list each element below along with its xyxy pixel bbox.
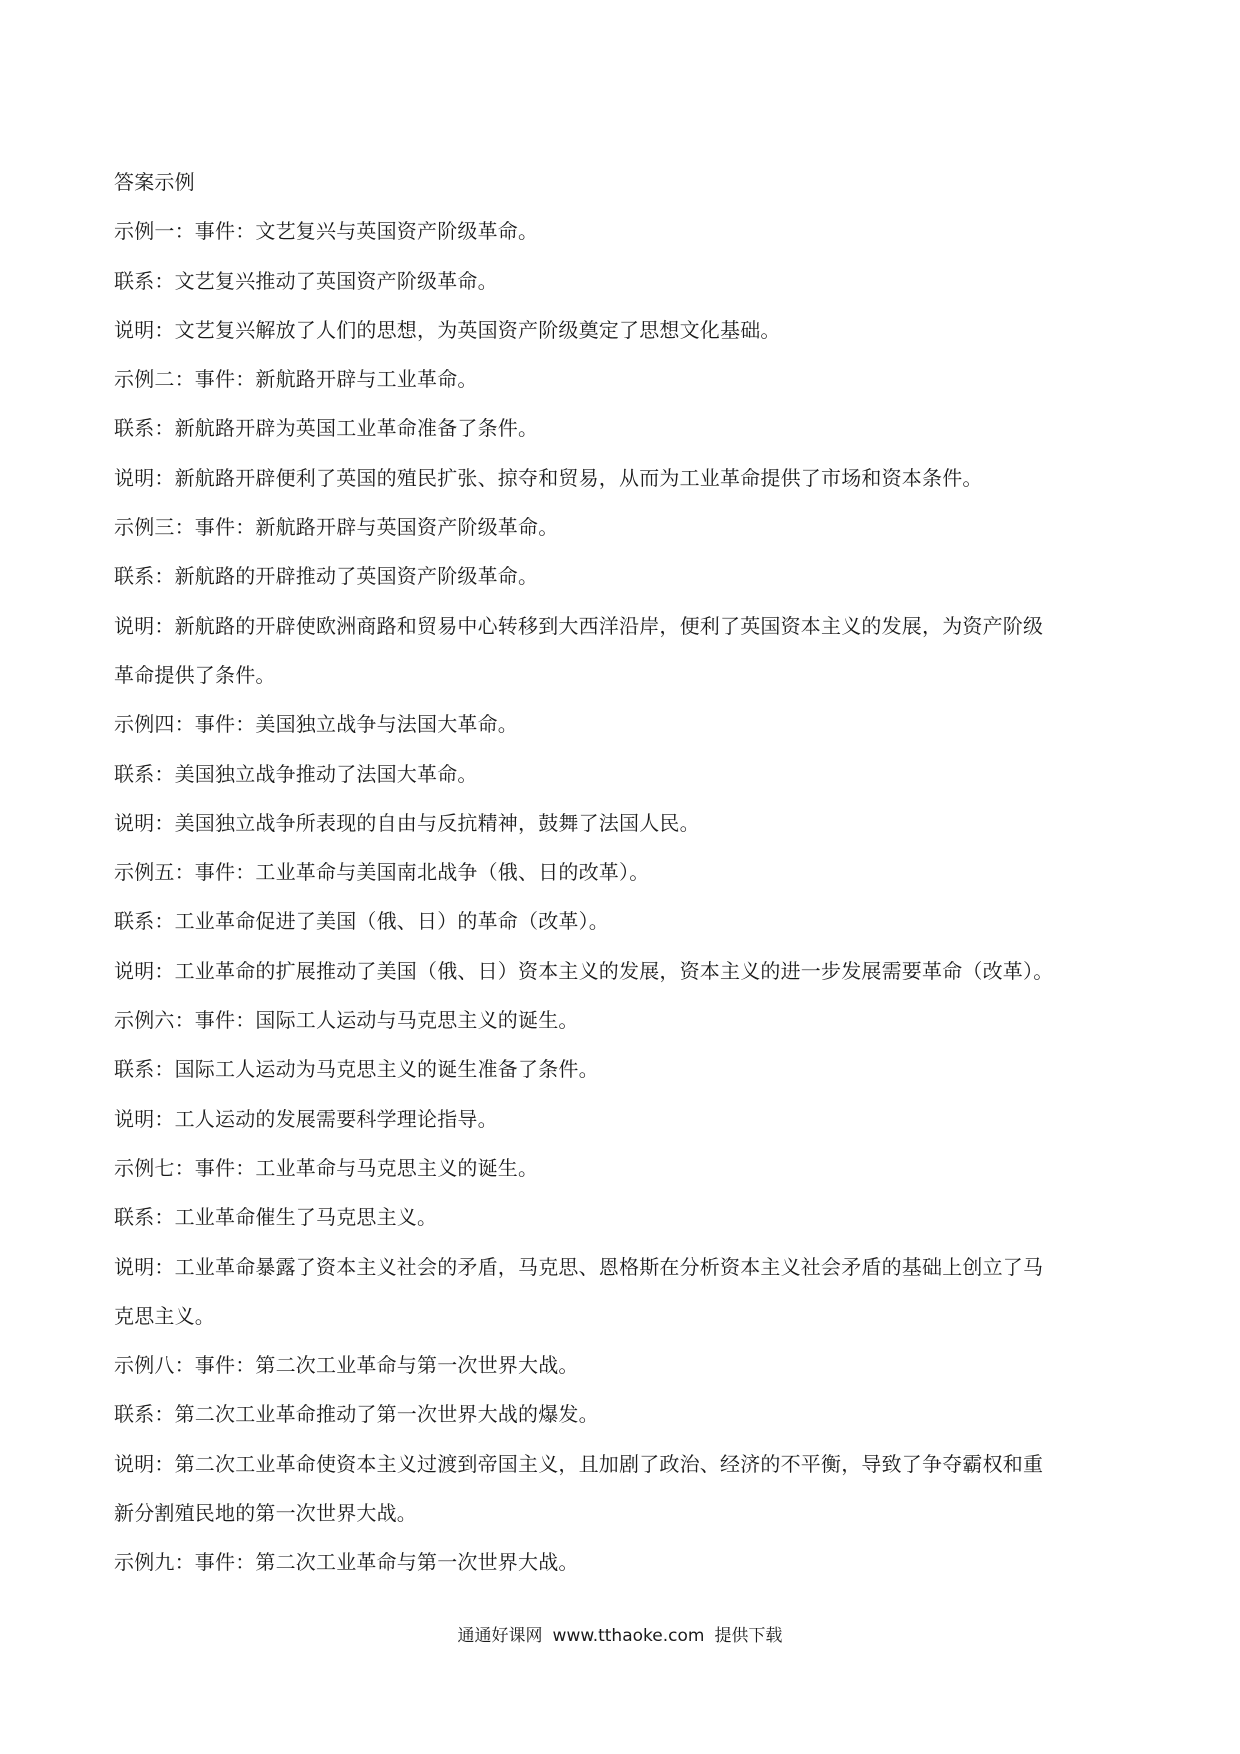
example-7-explanation-cont: 克思主义。	[114, 1303, 215, 1328]
footer-suffix: 提供下载	[714, 1626, 783, 1646]
example-2-explanation: 说明：新航路开辟便利了英国的殖民扩张、掠夺和贸易，从而为工业革命提供了市场和资本条件。	[114, 465, 983, 490]
example-8-events: 示例八：事件：第二次工业革命与第一次世界大战。	[114, 1353, 579, 1378]
example-5-connection: 联系：工业革命促进了美国（俄、日）的革命（改革）。	[114, 909, 609, 934]
example-3-explanation: 说明：新航路的开辟使欧洲商路和贸易中心转移到大西洋沿岸，便利了英国资本主义的发展，为资产阶级	[114, 613, 1044, 638]
example-3-events: 示例三：事件：新航路开辟与英国资产阶级革命。	[114, 515, 559, 540]
example-6-events: 示例六：事件：国际工人运动与马克思主义的诞生。	[114, 1008, 579, 1033]
example-1-connection: 联系：文艺复兴推动了英国资产阶级革命。	[114, 268, 498, 293]
example-5-explanation: 说明：工业革命的扩展推动了美国（俄、日）资本主义的发展，资本主义的进一步发展需要革命（改革）。	[114, 958, 1054, 983]
example-6-explanation: 说明：工人运动的发展需要科学理论指导。	[114, 1106, 498, 1131]
example-6-connection: 联系：国际工人运动为马克思主义的诞生准备了条件。	[114, 1057, 599, 1082]
example-7-connection: 联系：工业革命催生了马克思主义。	[114, 1205, 438, 1230]
example-5-events: 示例五：事件：工业革命与美国南北战争（俄、日的改革）。	[114, 860, 650, 885]
example-8-connection: 联系：第二次工业革命推动了第一次世界大战的爆发。	[114, 1402, 599, 1427]
example-7-explanation: 说明：工业革命暴露了资本主义社会的矛盾，马克思、恩格斯在分析资本主义社会矛盾的基础上创立了马	[114, 1254, 1044, 1279]
example-8-explanation: 说明：第二次工业革命使资本主义过渡到帝国主义，且加剧了政治、经济的不平衡，导致了争夺霸权和重	[114, 1451, 1044, 1476]
example-2-connection: 联系：新航路开辟为英国工业革命准备了条件。	[114, 416, 539, 441]
example-2-events: 示例二：事件：新航路开辟与工业革命。	[114, 367, 478, 392]
example-4-explanation: 说明：美国独立战争所表现的自由与反抗精神，鼓舞了法国人民。	[114, 810, 700, 835]
answer-examples-body	[114, 158, 1134, 1588]
footer-site-name: 通通好课网	[457, 1626, 543, 1646]
example-3-connection: 联系：新航路的开辟推动了英国资产阶级革命。	[114, 564, 539, 589]
example-1-explanation: 说明：文艺复兴解放了人们的思想，为英国资产阶级奠定了思想文化基础。	[114, 317, 781, 342]
example-7-events: 示例七：事件：工业革命与马克思主义的诞生。	[114, 1155, 539, 1180]
footer-url: www.tthaoke.com	[552, 1626, 705, 1646]
example-1-events: 示例一：事件：文艺复兴与英国资产阶级革命。	[114, 219, 539, 244]
section-heading: 答案示例	[114, 170, 195, 194]
example-8-explanation-cont: 新分割殖民地的第一次世界大战。	[114, 1501, 417, 1526]
example-9-events: 示例九：事件：第二次工业革命与第一次世界大战。	[114, 1550, 579, 1575]
example-4-connection: 联系：美国独立战争推动了法国大革命。	[114, 761, 478, 786]
page-footer	[0, 1624, 1240, 1648]
example-4-events: 示例四：事件：美国独立战争与法国大革命。	[114, 712, 518, 737]
example-3-explanation-cont: 革命提供了条件。	[114, 662, 276, 687]
